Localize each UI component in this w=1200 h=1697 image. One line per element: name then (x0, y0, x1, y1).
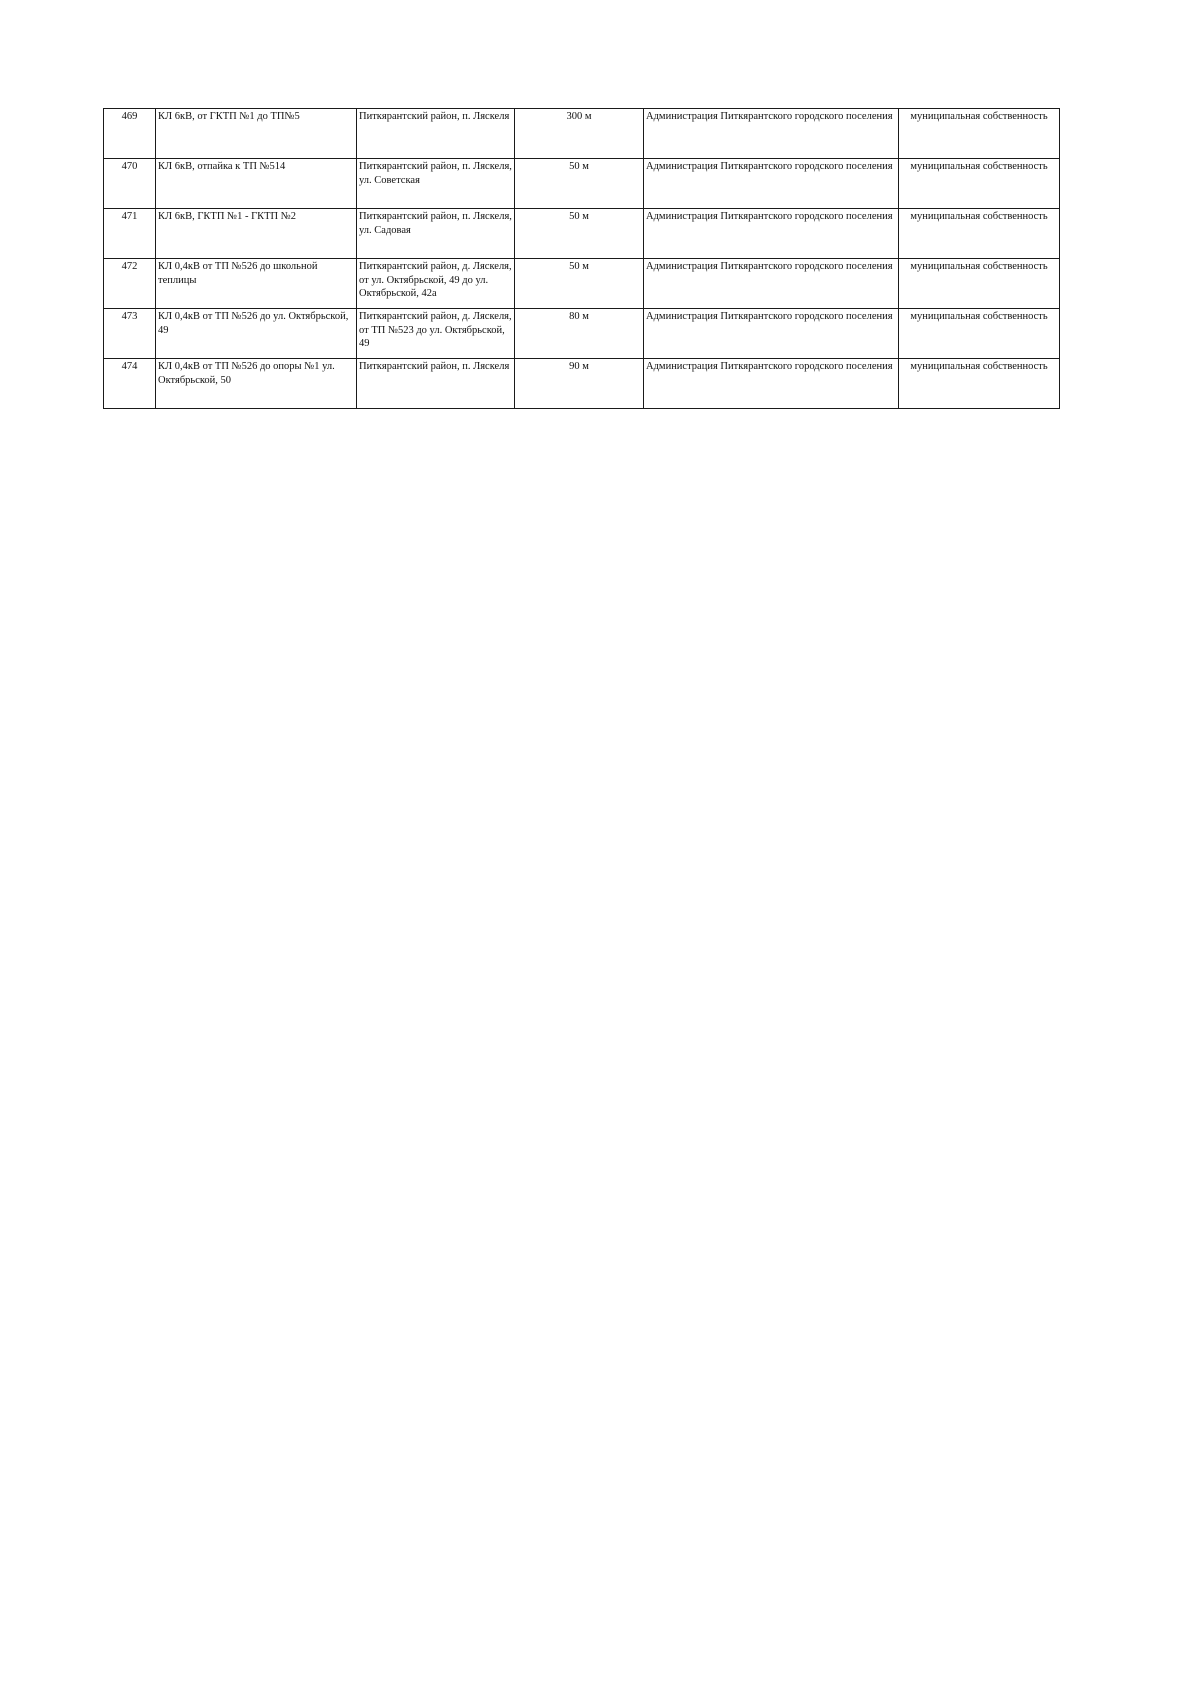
table-row (104, 159, 1060, 209)
object-owner: Администрация Питкярантского городского поселения (644, 159, 899, 209)
object-name: КЛ 6кВ, отпайка к ТП №514 (156, 159, 357, 209)
object-address: Питкярантский район, д. Ляскеля, от ул. Октябрьской, 49 до ул. Октябрьской, 42а (357, 259, 515, 309)
ownership-type: муниципальная собственность (899, 209, 1060, 259)
table-row (104, 359, 1060, 409)
object-length: 80 м (515, 309, 644, 359)
object-owner: Администрация Питкярантского городского поселения (644, 309, 899, 359)
ownership-type: муниципальная собственность (899, 159, 1060, 209)
row-number: 469 (104, 109, 156, 159)
table-row (104, 209, 1060, 259)
ownership-type: муниципальная собственность (899, 109, 1060, 159)
ownership-type: муниципальная собственность (899, 259, 1060, 309)
object-address: Питкярантский район, д. Ляскеля, от ТП №523 до ул. Октябрьской, 49 (357, 309, 515, 359)
object-length: 300 м (515, 109, 644, 159)
object-length: 50 м (515, 209, 644, 259)
property-registry-table (103, 108, 1060, 409)
object-name: КЛ 0,4кВ от ТП №526 до ул. Октябрьской, 49 (156, 309, 357, 359)
object-address: Питкярантский район, п. Ляскеля, ул. Советская (357, 159, 515, 209)
row-number: 470 (104, 159, 156, 209)
object-name: КЛ 6кВ, от ГКТП №1 до ТП№5 (156, 109, 357, 159)
table-row (104, 259, 1060, 309)
object-address: Питкярантский район, п. Ляскеля (357, 359, 515, 409)
ownership-type: муниципальная собственность (899, 359, 1060, 409)
row-number: 471 (104, 209, 156, 259)
object-owner: Администрация Питкярантского городского поселения (644, 209, 899, 259)
object-owner: Администрация Питкярантского городского поселения (644, 259, 899, 309)
ownership-type: муниципальная собственность (899, 309, 1060, 359)
object-owner: Администрация Питкярантского городского поселения (644, 359, 899, 409)
object-name: КЛ 0,4кВ от ТП №526 до школьной теплицы (156, 259, 357, 309)
object-length: 50 м (515, 259, 644, 309)
row-number: 472 (104, 259, 156, 309)
object-name: КЛ 0,4кВ от ТП №526 до опоры №1 ул. Октябрьской, 50 (156, 359, 357, 409)
object-length: 90 м (515, 359, 644, 409)
object-name: КЛ 6кВ, ГКТП №1 - ГКТП №2 (156, 209, 357, 259)
row-number: 473 (104, 309, 156, 359)
object-owner: Администрация Питкярантского городского поселения (644, 109, 899, 159)
object-length: 50 м (515, 159, 644, 209)
row-number: 474 (104, 359, 156, 409)
table-row (104, 309, 1060, 359)
table-row (104, 109, 1060, 159)
object-address: Питкярантский район, п. Ляскеля, ул. Садовая (357, 209, 515, 259)
object-address: Питкярантский район, п. Ляскеля (357, 109, 515, 159)
